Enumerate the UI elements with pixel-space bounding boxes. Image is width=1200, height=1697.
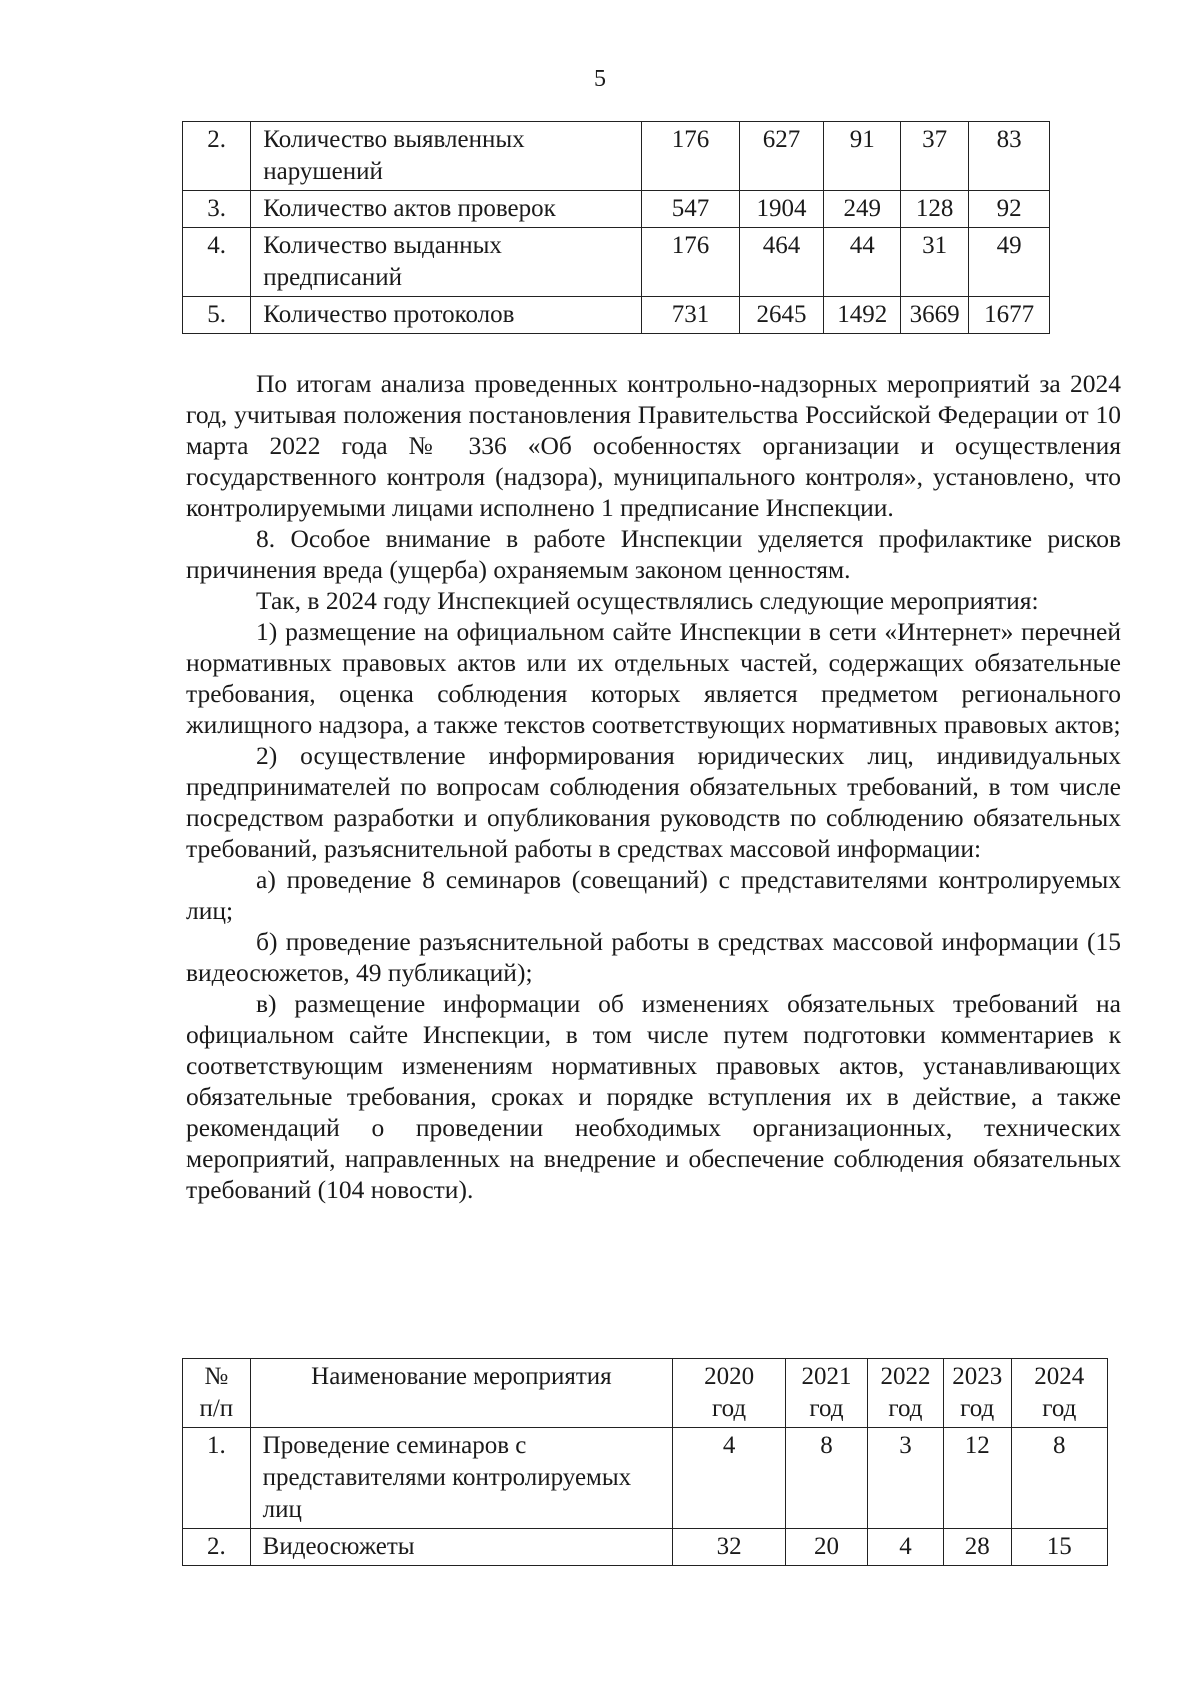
row-number: 1.: [183, 1428, 251, 1529]
cell-value: 128: [900, 191, 968, 228]
cell-value: 4: [673, 1428, 786, 1529]
cell-value: 1492: [824, 297, 901, 334]
cell-value: 3: [868, 1428, 944, 1529]
paragraph: а) проведение 8 семинаров (совещаний) с представителями контролируемых лиц;: [186, 865, 1121, 925]
paragraph: 8. Особое внимание в работе Инспекции уделяется профилактике рисков причинения вреда (ущерба) охраняемым законом ценностям.: [186, 524, 1121, 584]
header-line: 2024: [1034, 1363, 1085, 1390]
row-number: 5.: [183, 297, 251, 334]
cell-value: 92: [969, 191, 1050, 228]
header-line: п/п: [199, 1395, 234, 1422]
cell-value: 8: [1011, 1428, 1107, 1529]
row-name: Количество протоколов: [251, 297, 642, 334]
cell-value: 464: [739, 228, 824, 297]
cell-value: 627: [739, 122, 824, 191]
header-line: год: [888, 1395, 923, 1422]
cell-value: 12: [943, 1428, 1011, 1529]
row-name: Количество выданных предписаний: [251, 228, 642, 297]
row-number: 2.: [183, 1529, 251, 1566]
cell-value: 3669: [900, 297, 968, 334]
table-row: [183, 191, 1050, 228]
cell-value: 176: [642, 122, 739, 191]
violations-statistics-table: [182, 121, 1050, 334]
column-header-name: Наименование мероприятия: [250, 1359, 673, 1428]
table-row: [183, 297, 1050, 334]
paragraph: Так, в 2024 году Инспекцией осуществлялись следующие мероприятия:: [256, 586, 1039, 615]
cell-value: 37: [900, 122, 968, 191]
row-name: Проведение семинаров с представителями контролируемых лиц: [250, 1428, 673, 1529]
table-row: [183, 122, 1050, 191]
table-row: [183, 1529, 1108, 1566]
prevention-activities-table: [182, 1358, 1108, 1566]
paragraph: б) проведение разъяснительной работы в средствах массовой информации (15 видеосюжетов, 49 публикаций);: [186, 927, 1121, 987]
header-line: год: [1042, 1395, 1077, 1422]
row-number: 3.: [183, 191, 251, 228]
paragraph: 2) осуществление информирования юридических лиц, индивидуальных предпринимателей по вопросам соблюдения обязательных требований, в том числе посредством разработки и опубликования руководств по соблюдению обязательных требований, разъяснительной работы в средствах массовой информации:: [186, 741, 1121, 863]
table-row: [183, 1428, 1108, 1529]
header-line: год: [960, 1395, 995, 1422]
column-header-year: [673, 1359, 786, 1428]
header-line: год: [809, 1395, 844, 1422]
paragraph: По итогам анализа проведенных контрольно-надзорных мероприятий за 2024 год, учитывая положения постановления Правительства Российской Федерации от 10 марта 2022 года № 336 «Об особенностях организации и осуществления государственного контроля (надзора), муниципального контроля», установлено, что контролируемыми лицами исполнено 1 предписание Инспекции.: [186, 369, 1121, 522]
body-text: [186, 368, 1121, 1205]
cell-value: 249: [824, 191, 901, 228]
cell-value: 1677: [969, 297, 1050, 334]
page-number: 5: [594, 66, 606, 92]
cell-value: 44: [824, 228, 901, 297]
column-header-year: [785, 1359, 867, 1428]
cell-value: 176: [642, 228, 739, 297]
paragraph: 1) размещение на официальном сайте Инспекции в сети «Интернет» перечней нормативных правовых актов или их отдельных частей, содержащих обязательные требования, оценка соблюдения которых является предметом регионального жилищного надзора, а также текстов соответствующих нормативных правовых актов;: [186, 617, 1121, 739]
row-name: Количество выявленных нарушений: [251, 122, 642, 191]
row-number: 2.: [183, 122, 251, 191]
header-line: 2022: [880, 1363, 931, 1390]
cell-value: 8: [785, 1428, 867, 1529]
cell-value: 83: [969, 122, 1050, 191]
paragraph: в) размещение информации об изменениях обязательных требований на официальном сайте Инспекции, в том числе путем подготовки комментариев к соответствующим изменениям нормативных правовых актов, устанавливающих обязательные требования, сроках и порядке вступления их в действие, а также рекомендаций о проведении необходимых организационных, технических мероприятий, направленных на внедрение и обеспечение соблюдения обязательных требований (104 новости).: [186, 989, 1121, 1204]
cell-value: 2645: [739, 297, 824, 334]
column-header-year: [1011, 1359, 1107, 1428]
cell-value: 32: [673, 1529, 786, 1566]
header-line: 2021: [801, 1363, 852, 1390]
row-name: Количество актов проверок: [251, 191, 642, 228]
header-line: 2023: [952, 1363, 1003, 1390]
header-line: год: [712, 1395, 747, 1422]
table-header-row: [183, 1359, 1108, 1428]
cell-value: 31: [900, 228, 968, 297]
row-name: Видеосюжеты: [250, 1529, 673, 1566]
column-header-number: [183, 1359, 251, 1428]
cell-value: 731: [642, 297, 739, 334]
cell-value: 547: [642, 191, 739, 228]
column-header-year: [943, 1359, 1011, 1428]
cell-value: 20: [785, 1529, 867, 1566]
header-line: №: [204, 1363, 229, 1390]
row-number: 4.: [183, 228, 251, 297]
header-line: 2020: [704, 1363, 755, 1390]
cell-value: 91: [824, 122, 901, 191]
cell-value: 49: [969, 228, 1050, 297]
cell-value: 15: [1011, 1529, 1107, 1566]
cell-value: 28: [943, 1529, 1011, 1566]
cell-value: 1904: [739, 191, 824, 228]
table-row: [183, 228, 1050, 297]
column-header-year: [868, 1359, 944, 1428]
cell-value: 4: [868, 1529, 944, 1566]
